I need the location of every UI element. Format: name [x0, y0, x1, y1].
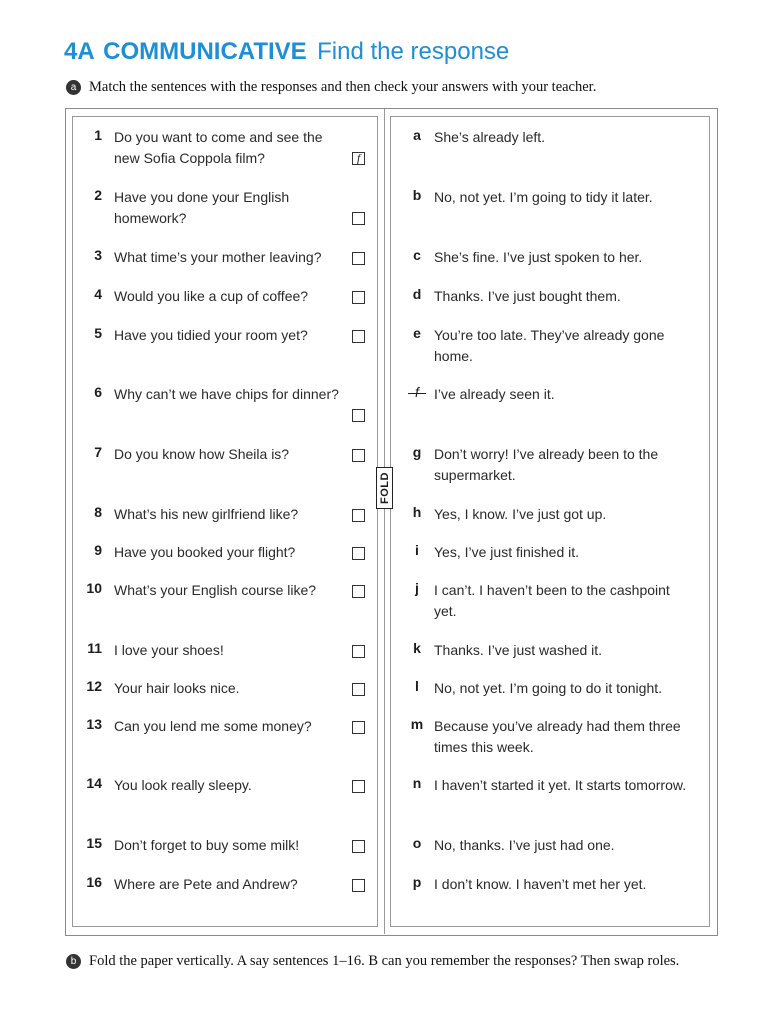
answer-box[interactable]: [352, 721, 365, 734]
activity-type: COMMUNICATIVE: [103, 38, 307, 65]
sentence-text: Have you done your English homework?: [114, 189, 290, 226]
answer-box[interactable]: [352, 840, 365, 853]
answer-box[interactable]: [352, 252, 365, 265]
instruction-b-text: Fold the paper vertically. A say sentences 1–16. B can you remember the responses? Then swap roles.: [89, 953, 680, 969]
response-text: No, thanks. I’ve just had one.: [434, 837, 615, 853]
response-letter: i: [415, 542, 419, 558]
sentence-number: 6: [94, 384, 102, 400]
sentence-text: Do you know how Sheila is?: [114, 446, 290, 462]
response-letter: n: [412, 775, 422, 791]
answer-box[interactable]: [352, 780, 365, 793]
response-text: I don’t know. I haven’t met her yet.: [434, 876, 647, 892]
sentence-number: 16: [86, 874, 102, 890]
response-letter: h: [412, 504, 422, 520]
sentence-number: 3: [94, 247, 102, 263]
sentence-text: You look really sleepy.: [114, 777, 252, 793]
response-text: You’re too late. They’ve already gone home.: [434, 327, 665, 364]
sentence-text: What time’s your mother leaving?: [114, 249, 322, 265]
sentence-number: 1: [94, 127, 102, 143]
answer-box[interactable]: [352, 683, 365, 696]
sentence-text: Why can’t we have chips for dinner?: [114, 386, 339, 402]
sentence-number: 10: [86, 580, 102, 596]
sentence-number: 9: [94, 542, 102, 558]
response-text: Because you’ve already had them three times this week.: [434, 718, 681, 755]
sentence-text: What’s your English course like?: [114, 582, 317, 598]
response-text: No, not yet. I’m going to tidy it later.: [434, 189, 653, 205]
sentence-number: 8: [94, 504, 102, 520]
response-letter: f: [410, 384, 424, 400]
response-text: I haven’t started it yet. It starts tomorrow.: [434, 777, 687, 793]
answer-box[interactable]: [352, 585, 365, 598]
worksheet-panel: [65, 108, 718, 936]
sentence-text: Would you like a cup of coffee?: [114, 288, 309, 304]
answer-box[interactable]: [352, 879, 365, 892]
fold-label-text: FOLD: [378, 472, 391, 504]
sentence-number: 15: [86, 835, 102, 851]
sentence-text: Your hair looks nice.: [114, 680, 240, 696]
sentence-number: 11: [87, 640, 102, 656]
sentence-number: 13: [86, 716, 102, 732]
sentence-text: Don’t forget to buy some milk!: [114, 837, 300, 853]
sentence-number: 2: [94, 187, 102, 203]
response-letter: k: [413, 640, 421, 656]
response-text: Yes, I know. I’ve just got up.: [434, 506, 607, 522]
response-text: I’ve already seen it.: [434, 386, 555, 402]
answer-box[interactable]: [352, 330, 365, 343]
response-letter: j: [415, 580, 419, 596]
answer-box[interactable]: f: [352, 152, 365, 165]
response-text: She’s already left.: [434, 129, 546, 145]
activity-title: Find the response: [317, 38, 510, 65]
response-letter: c: [413, 247, 421, 263]
answer-box[interactable]: [352, 509, 365, 522]
sentence-text: Do you want to come and see the new Sofia Coppola film?: [114, 129, 323, 166]
response-letter: p: [412, 874, 422, 890]
response-letter: m: [410, 716, 424, 732]
instruction-b: [66, 953, 706, 970]
response-letter: a: [413, 127, 421, 143]
sentence-text: I love your shoes!: [114, 642, 224, 658]
answer-box[interactable]: [352, 291, 365, 304]
response-text: Thanks. I’ve just bought them.: [434, 288, 621, 304]
response-text: She’s fine. I’ve just spoken to her.: [434, 249, 643, 265]
answer-box[interactable]: [352, 547, 365, 560]
response-text: No, not yet. I’m going to do it tonight.: [434, 680, 663, 696]
sentence-number: 14: [86, 775, 102, 791]
answer-box[interactable]: [352, 409, 365, 422]
response-letter: g: [412, 444, 422, 460]
response-letter: d: [412, 286, 422, 302]
step-badge-a: a: [66, 80, 81, 95]
sentence-text: Have you booked your flight?: [114, 544, 296, 560]
sentence-number: 5: [94, 325, 102, 341]
instruction-a-text: Match the sentences with the responses and then check your answers with your teacher.: [89, 79, 597, 95]
answer-box[interactable]: [352, 645, 365, 658]
response-text: Yes, I’ve just finished it.: [434, 544, 580, 560]
sentence-number: 7: [94, 444, 102, 460]
unit-code: 4A: [64, 38, 95, 65]
response-text: Don’t worry! I’ve already been to the supermarket.: [434, 446, 659, 483]
instruction-a: [66, 79, 596, 96]
response-text: I can’t. I haven’t been to the cashpoint yet.: [434, 582, 670, 619]
step-badge-b: b: [66, 954, 81, 969]
response-letter: o: [412, 835, 422, 851]
response-letter: b: [412, 187, 422, 203]
answer-box[interactable]: [352, 449, 365, 462]
sentence-text: What’s his new girlfriend like?: [114, 506, 299, 522]
page-title: [64, 38, 509, 66]
response-letter: l: [415, 678, 419, 694]
response-letter: e: [413, 325, 421, 341]
response-text: Thanks. I’ve just washed it.: [434, 642, 603, 658]
fold-label: [376, 467, 393, 509]
sentence-text: Have you tidied your room yet?: [114, 327, 308, 343]
answer-box[interactable]: [352, 212, 365, 225]
fold-line: [384, 109, 385, 934]
sentence-text: Can you lend me some money?: [114, 718, 312, 734]
sentence-number: 12: [86, 678, 102, 694]
sentence-text: Where are Pete and Andrew?: [114, 876, 298, 892]
sentence-number: 4: [94, 286, 102, 302]
